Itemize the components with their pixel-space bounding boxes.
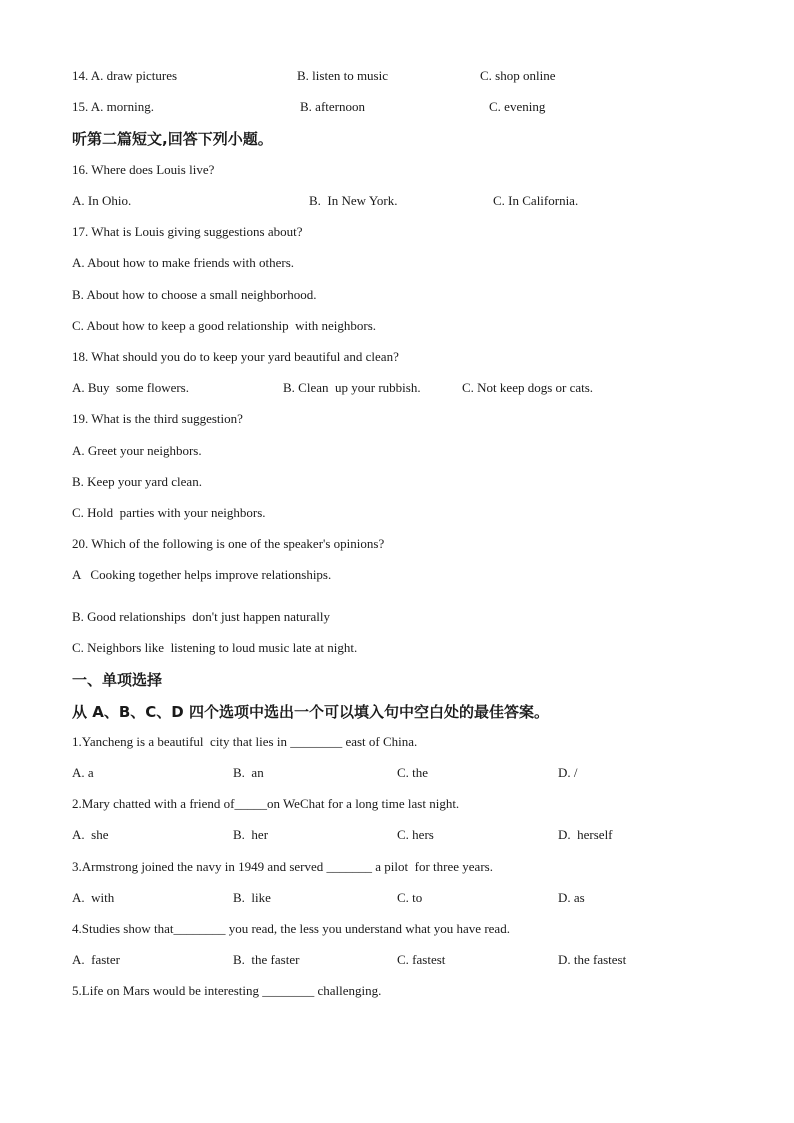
q18-option-a: A. Buy some flowers. xyxy=(72,380,189,395)
mc1-option-a: A. a xyxy=(72,765,94,780)
q16-stem: 16. Where does Louis live? xyxy=(72,162,215,177)
mc4-option-a: A. faster xyxy=(72,952,121,967)
q17-option-b: B. About how to choose a small neighborhood. xyxy=(72,287,317,302)
mc5-stem: 5.Life on Mars would be interesting ________ challenging. xyxy=(72,983,382,998)
q17-option-c: C. About how to keep a good relationship with neighbors. xyxy=(72,318,377,333)
q14-option-c: C. shop online xyxy=(480,68,556,83)
q17-stem: 17. What is Louis giving suggestions about? xyxy=(72,224,303,239)
q15-option-b: B. afternoon xyxy=(300,99,365,114)
q19-option-b: B. Keep your yard clean. xyxy=(72,474,202,489)
q16-option-c: C. In California. xyxy=(493,193,579,208)
mc4-stem: 4.Studies show that________ you read, the less you understand what you have read. xyxy=(72,921,510,936)
q18-option-b: B. Clean up your rubbish. xyxy=(283,380,421,395)
q20-stem: 20. Which of the following is one of the speaker's opinions? xyxy=(72,536,385,551)
q15-option-c: C. evening xyxy=(489,99,546,114)
q19-stem: 19. What is the third suggestion? xyxy=(72,411,243,426)
mc2-stem: 2.Mary chatted with a friend of_____on WeChat for a long time last night. xyxy=(72,796,460,811)
mc1-option-b: B. an xyxy=(233,765,264,780)
mc2-option-a: A. she xyxy=(72,827,109,842)
mc4-option-d: D. the fastest xyxy=(558,952,627,967)
q17-option-a: A. About how to make friends with others. xyxy=(72,255,295,270)
section2-heading: 听第二篇短文,回答下列小题。 xyxy=(72,130,273,148)
mc3-option-c: C. to xyxy=(397,890,423,905)
mc3-option-a: A. with xyxy=(72,890,115,905)
mc3-stem: 3.Armstrong joined the navy in 1949 and served _______ a pilot for three years. xyxy=(72,859,493,874)
mc2-option-c: C. hers xyxy=(397,827,434,842)
mc1-option-c: C. the xyxy=(397,765,429,780)
part1-instruction: 从 A、B、C、D 四个选项中选出一个可以填入句中空白处的最佳答案。 xyxy=(72,703,549,721)
q15-option-a: 15. A. morning. xyxy=(72,99,154,114)
q18-stem: 18. What should you do to keep your yard beautiful and clean? xyxy=(72,349,399,364)
q20-option-c: C. Neighbors like listening to loud music late at night. xyxy=(72,640,358,655)
mc4-option-c: C. fastest xyxy=(397,952,446,967)
q20-option-a: A Cooking together helps improve relationships. xyxy=(72,567,332,582)
q18-option-c: C. Not keep dogs or cats. xyxy=(462,380,594,395)
q16-option-b: B. In New York. xyxy=(309,193,398,208)
q14-option-b: B. listen to music xyxy=(297,68,388,83)
mc1-stem: 1.Yancheng is a beautiful city that lies in ________ east of China. xyxy=(72,734,418,749)
q14-option-a: 14. A. draw pictures xyxy=(72,68,178,83)
q16-option-a: A. In Ohio. xyxy=(72,193,132,208)
mc2-option-b: B. her xyxy=(233,827,269,842)
part1-heading: 一、单项选择 xyxy=(72,671,163,689)
mc2-option-d: D. herself xyxy=(558,827,613,842)
mc3-option-b: B. like xyxy=(233,890,271,905)
q19-option-c: C. Hold parties with your neighbors. xyxy=(72,505,266,520)
mc1-option-d: D. / xyxy=(558,765,578,780)
mc3-option-d: D. as xyxy=(558,890,585,905)
q20-option-b: B. Good relationships don't just happen naturally xyxy=(72,609,330,624)
mc4-option-b: B. the faster xyxy=(233,952,300,967)
q19-option-a: A. Greet your neighbors. xyxy=(72,443,202,458)
